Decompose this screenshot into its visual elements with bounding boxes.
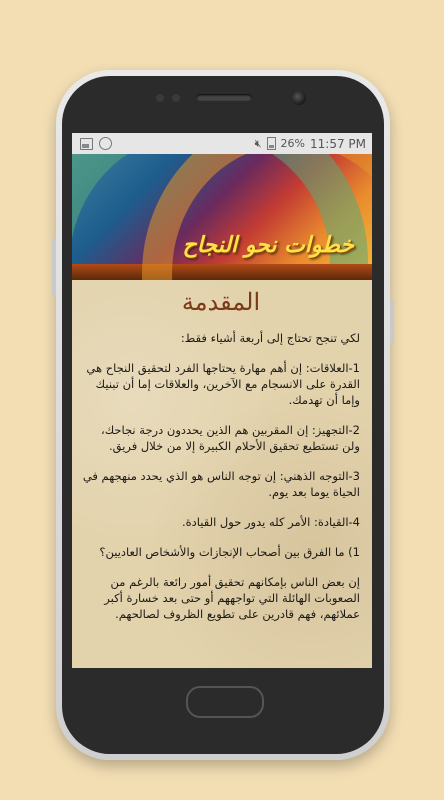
app-header: [72, 154, 372, 280]
status-bar: [72, 133, 372, 154]
image-icon: [80, 138, 93, 150]
paragraph: لكي تنجح تحتاج إلى أربعة أشياء فقط:: [180, 331, 360, 345]
earpiece-speaker: [196, 94, 252, 101]
article-content[interactable]: [72, 280, 372, 668]
whatsapp-icon: [99, 137, 112, 150]
clock: 11:57 PM: [310, 136, 366, 151]
app-title: خطوات نحو النجاح: [182, 232, 354, 258]
home-button[interactable]: [186, 686, 264, 718]
light-sensor: [172, 94, 180, 102]
paragraph: 2-التجهيز: إن المقربين هم الذين يحددون درجة نجاحك، ولن تستطيع تحقيق الأحلام الكبيرة إلا من خلال فريق.: [100, 423, 360, 453]
front-camera-icon: [292, 91, 306, 105]
screen: [72, 133, 372, 668]
header-band: [72, 264, 372, 280]
paragraph: 1-العلاقات: إن أهم مهارة يحتاجها الفرد لتحقيق النجاح هي القدرة على الانسجام مع الآخرين، والعلاقات إما أن تبنيك وإما أن تهدمك.: [86, 361, 360, 407]
paragraph: 1) ما الفرق بين أصحاب الإنجازات والأشخاص العاديين؟: [99, 545, 360, 559]
proximity-sensor: [156, 94, 164, 102]
paragraph: إن بعض الناس بإمكانهم تحقيق أمور رائعة بالرغم من الصعوبات الهائلة التي تواجههم أو حتى بعد خسارة أكبر عملائهم، فهم قادرين على تطويع الظروف لصالحهم.: [104, 575, 360, 621]
section-title: المقدمة: [181, 288, 261, 316]
power-button: [390, 300, 394, 344]
mute-icon: 🔇︎: [254, 136, 262, 150]
battery-percent: 26%: [280, 137, 305, 150]
paragraph: 3-التوجه الذهني: إن توجه الناس هو الذي يحدد منهجهم في الحياة يوما بعد يوم.: [82, 469, 360, 499]
volume-button: [52, 238, 56, 296]
paragraph: 4-القيادة: الأمر كله يدور حول القيادة.: [181, 515, 360, 529]
battery-icon: [267, 137, 276, 150]
